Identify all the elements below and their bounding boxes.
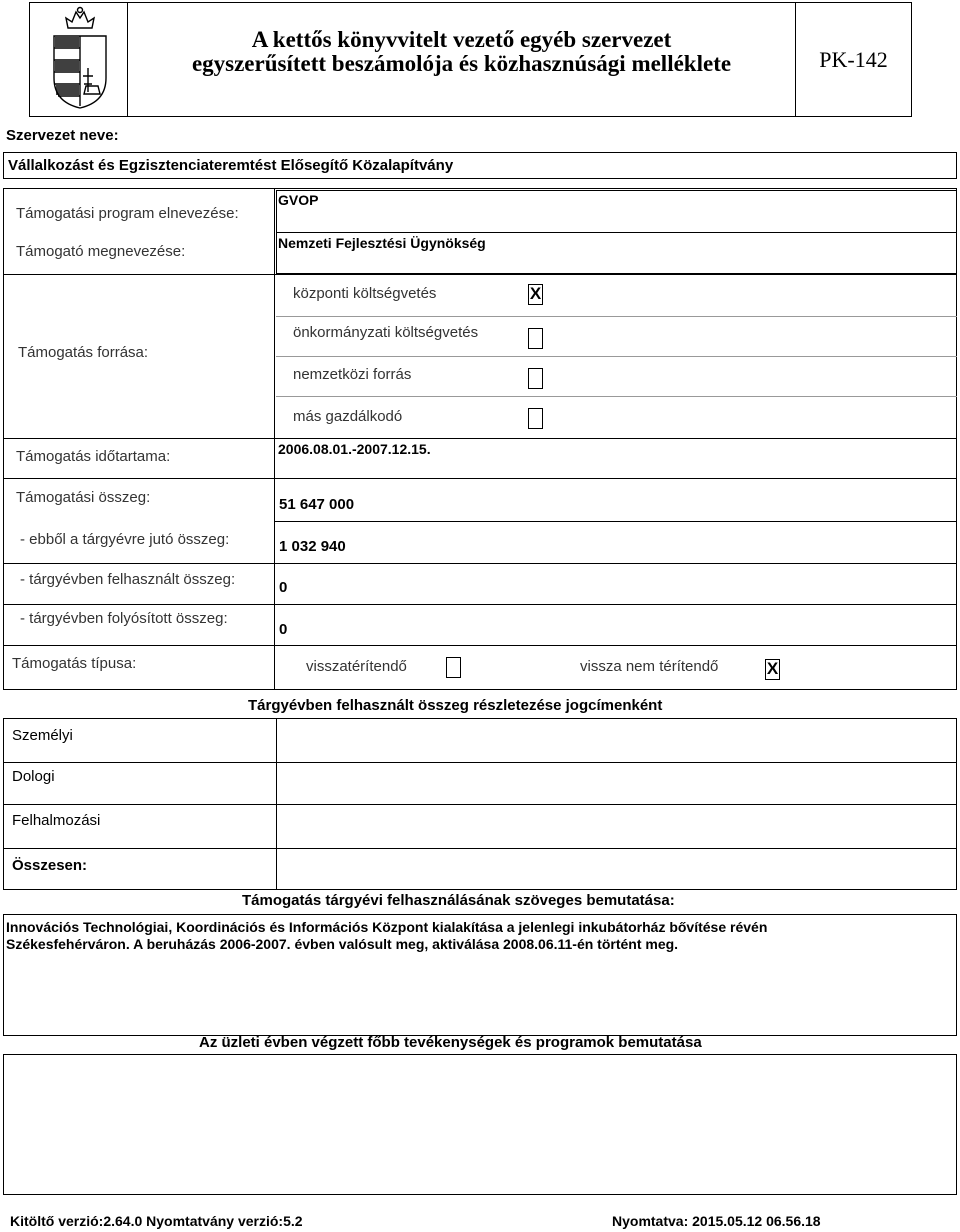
source-option-label: más gazdálkodó <box>293 408 403 425</box>
breakdown-total-label: Összesen: <box>12 857 88 874</box>
header-title-line2: egyszerűsített beszámolója és közhasznúsági melléklete <box>191 51 732 76</box>
form-code: PK-142 <box>819 47 888 72</box>
usage-heading: Támogatás tárgyévi felhasználásának szöveges bemutatása: <box>242 892 675 909</box>
paid-amount-label: - tárgyévben folyósított összeg: <box>20 610 228 627</box>
year-amount-label: - ebből a tárgyévre jutó összeg: <box>20 531 230 548</box>
org-name-label: Szervezet neve: <box>6 127 119 144</box>
usage-text-line2: Székesfehérváron. A beruházás 2006-2007. évben valósult meg, aktiválása 2008.06.11-én történt meg. <box>6 936 679 952</box>
type-label: Támogatás típusa: <box>12 655 137 672</box>
source-option-label: nemzetközi forrás <box>293 366 412 383</box>
activities-text-area[interactable] <box>3 1054 957 1195</box>
breakdown-row-label: Felhalmozási <box>12 812 101 829</box>
used-amount-label: - tárgyévben felhasznált összeg: <box>20 571 236 588</box>
type-nonrefundable-label: vissza nem térítendő <box>580 658 719 675</box>
header-title-line1: A kettős könyvvitelt vezető egyéb szervezet <box>251 27 672 52</box>
amount-value: 51 647 000 <box>279 496 355 513</box>
footer-printed: Nyomtatva: 2015.05.12 06.56.18 <box>612 1213 821 1229</box>
type-refundable-checkbox[interactable] <box>446 657 461 678</box>
duration-label: Támogatás időtartama: <box>16 448 171 465</box>
source-option-label: önkormányzati költségvetés <box>293 324 479 341</box>
source-checkbox-central[interactable]: X <box>529 284 542 303</box>
provider-label: Támogató megnevezése: <box>16 243 186 260</box>
type-refundable-label: visszatérítendő <box>306 658 407 675</box>
breakdown-value-material[interactable] <box>278 764 956 803</box>
footer-version: Kitöltő verzió:2.64.0 Nyomtatvány verzió:5.2 <box>10 1213 303 1229</box>
breakdown-value-total[interactable] <box>278 850 956 889</box>
breakdown-value-capital[interactable] <box>278 806 956 847</box>
source-label: Támogatás forrása: <box>18 344 149 361</box>
breakdown-row-label: Személyi <box>12 727 73 744</box>
duration-value: 2006.08.01.-2007.12.15. <box>278 441 431 457</box>
source-option-label: központi költségvetés <box>293 285 437 302</box>
used-amount-value: 0 <box>279 579 288 596</box>
breakdown-heading: Tárgyévben felhasznált összeg részletezése jogcímenként <box>248 697 663 714</box>
breakdown-value-personal[interactable] <box>278 720 956 761</box>
hungarian-coat-of-arms-icon <box>48 6 112 110</box>
source-checkbox-other-business[interactable] <box>528 408 543 429</box>
breakdown-row-label: Dologi <box>12 768 55 785</box>
provider-value: Nemzeti Fejlesztési Ügynökség <box>278 235 486 251</box>
paid-amount-value: 0 <box>279 621 288 638</box>
usage-text-line1: Innovációs Technológiai, Koordinációs és Információs Központ kialakítása a jelenlegi inkubátorház bővítése révén <box>6 919 768 935</box>
source-checkbox-international[interactable] <box>528 368 543 389</box>
activities-heading: Az üzleti évben végzett főbb tevékenységek és programok bemutatása <box>199 1034 702 1051</box>
org-name-value: Vállalkozást és Egzisztenciateremtést Elősegítő Közalapítvány <box>8 157 454 174</box>
source-checkbox-local[interactable] <box>528 328 543 349</box>
program-label: Támogatási program elnevezése: <box>16 205 239 222</box>
program-value: GVOP <box>278 192 319 208</box>
amount-label: Támogatási összeg: <box>16 489 151 506</box>
type-nonrefundable-checkbox[interactable]: X <box>766 659 779 678</box>
year-amount-value: 1 032 940 <box>279 538 346 555</box>
